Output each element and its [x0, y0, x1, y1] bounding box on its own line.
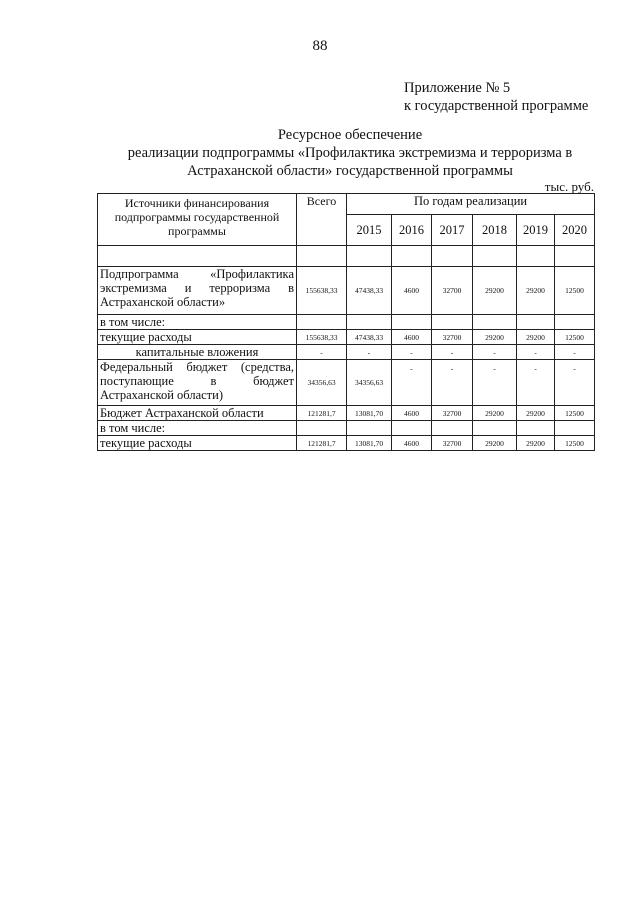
cell-value — [555, 315, 595, 330]
cell-value: 29200 — [473, 406, 517, 421]
row-label: капитальные вложения — [98, 345, 297, 360]
header-year: 2016 — [392, 215, 432, 246]
row-label: в том числе: — [98, 421, 297, 436]
cell-value: 29200 — [473, 436, 517, 451]
cell-value — [392, 315, 432, 330]
cell-value: 32700 — [432, 406, 473, 421]
appendix-line-2: к государственной программе — [404, 98, 589, 114]
header-year: 2019 — [517, 215, 555, 246]
table-row — [98, 421, 595, 436]
resource-table — [97, 193, 595, 451]
header-year: 2020 — [555, 215, 595, 246]
table-row — [98, 436, 595, 451]
table-row — [98, 315, 595, 330]
header-year: 2015 — [347, 215, 392, 246]
cell-value: - — [432, 360, 473, 406]
row-total: 155638,33 — [297, 330, 347, 345]
row-label: Подпрограмма «Профилактика экстремизма и терроризма в Астраханской области» — [98, 267, 297, 315]
cell-value — [392, 421, 432, 436]
cell-value: 32700 — [432, 436, 473, 451]
row-label: Бюджет Астраханской области — [98, 406, 297, 421]
cell-value — [432, 315, 473, 330]
cell-value: 32700 — [432, 330, 473, 345]
cell-value: - — [473, 360, 517, 406]
header-by-years: По годам реализации — [347, 194, 595, 215]
row-label: текущие расходы — [98, 436, 297, 451]
page-number: 88 — [312, 38, 328, 54]
cell-value: 4600 — [392, 406, 432, 421]
row-total: 155638,33 — [297, 267, 347, 315]
title-line-2: реализации подпрограммы «Профилактика экстремизма и терроризма в — [127, 145, 573, 161]
document-title — [60, 126, 640, 180]
cell-value — [517, 315, 555, 330]
cell-value — [473, 315, 517, 330]
cell-value: - — [517, 345, 555, 360]
cell-value: 4600 — [392, 267, 432, 315]
cell-value — [473, 421, 517, 436]
cell-value: 47438,33 — [347, 267, 392, 315]
title-line-1: Ресурсное обеспечение — [277, 127, 423, 143]
header-year: 2017 — [432, 215, 473, 246]
cell-value: 4600 — [392, 436, 432, 451]
cell-value: - — [392, 345, 432, 360]
cell-value: - — [555, 345, 595, 360]
cell-value: 12500 — [555, 267, 595, 315]
table-row — [98, 267, 595, 315]
cell-value — [432, 421, 473, 436]
appendix-note — [404, 79, 588, 115]
row-label: в том числе: — [98, 315, 297, 330]
cell-value — [555, 421, 595, 436]
row-total: 121281,7 — [297, 436, 347, 451]
cell-value: 29200 — [517, 267, 555, 315]
cell-value: - — [517, 360, 555, 406]
cell-value: 12500 — [555, 330, 595, 345]
cell-value: - — [473, 345, 517, 360]
cell-value: 29200 — [517, 436, 555, 451]
cell-value: 47438,33 — [347, 330, 392, 345]
table-header — [98, 194, 595, 267]
cell-value: 4600 — [392, 330, 432, 345]
table-row — [98, 345, 595, 360]
table-body — [98, 267, 595, 451]
header-spacer-row — [98, 246, 595, 267]
row-total: - — [297, 345, 347, 360]
cell-value: 29200 — [517, 406, 555, 421]
table-row — [98, 406, 595, 421]
cell-value — [347, 315, 392, 330]
title-line-3: Астраханской области» государственной программы — [187, 163, 513, 179]
cell-value: 13081,70 — [347, 406, 392, 421]
table-row — [98, 330, 595, 345]
row-label: текущие расходы — [98, 330, 297, 345]
header-source: Источники финансирования подпрограммы государственной программы — [98, 194, 297, 246]
cell-value — [517, 421, 555, 436]
cell-value — [347, 421, 392, 436]
cell-value: 32700 — [432, 267, 473, 315]
row-total — [297, 315, 347, 330]
cell-value: 13081,70 — [347, 436, 392, 451]
cell-value: - — [555, 360, 595, 406]
cell-value: 12500 — [555, 406, 595, 421]
cell-value: 29200 — [473, 330, 517, 345]
row-total: 121281,7 — [297, 406, 347, 421]
row-label: Федеральный бюджет (средства, поступающие в бюджет Астраханской области) — [98, 360, 297, 406]
cell-value: 29200 — [473, 267, 517, 315]
cell-value: - — [392, 360, 432, 406]
row-total — [297, 421, 347, 436]
row-total: 34356,63 — [297, 360, 347, 406]
header-total: Всего — [297, 194, 347, 246]
table-row — [98, 360, 595, 406]
cell-value: 29200 — [517, 330, 555, 345]
cell-value: - — [347, 345, 392, 360]
cell-value: 34356,63 — [347, 360, 392, 406]
header-year: 2018 — [473, 215, 517, 246]
units-label: тыс. руб. — [544, 179, 594, 194]
cell-value: - — [432, 345, 473, 360]
appendix-line-1: Приложение № 5 — [404, 80, 511, 96]
cell-value: 12500 — [555, 436, 595, 451]
